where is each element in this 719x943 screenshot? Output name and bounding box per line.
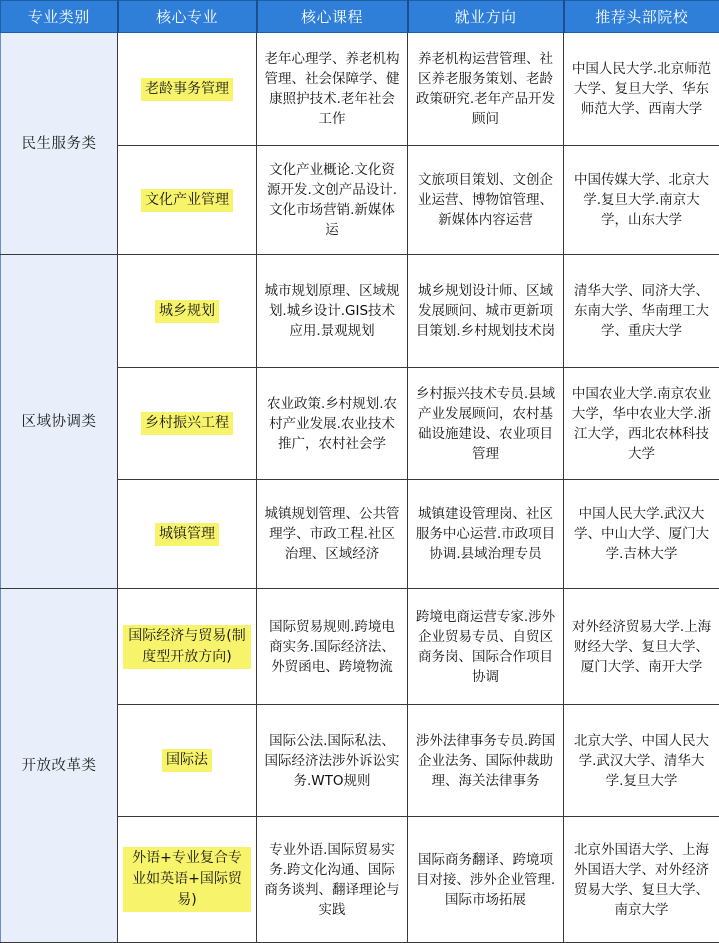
courses-cell: 城镇规划管理、公共管理学、市政工程.社区治理、区域经济 bbox=[257, 480, 408, 589]
schools-cell: 中国农业大学.南京农业大学，华中农业大学.浙江大学，西北农林科技大学 bbox=[564, 368, 719, 480]
major-name: 乡村振兴工程 bbox=[141, 412, 233, 435]
category-cell: 开放改革类 bbox=[1, 589, 118, 943]
courses-cell: 专业外语.国际贸易实务.跨文化沟通、国际商务谈判、翻译理论与实践 bbox=[257, 817, 408, 943]
courses-cell: 老年心理学、养老机构管理、社会保障学、健康照护技术.老年社会工作 bbox=[257, 33, 408, 146]
major-name: 国际经济与贸易(制度型开放方向) bbox=[123, 625, 251, 669]
major-name: 城镇管理 bbox=[155, 523, 219, 546]
courses-cell: 农业政策.乡村规划.农村产业发展.农业技术推广，农村社会学 bbox=[257, 368, 408, 480]
courses-cell: 国际公法.国际私法、国际经济法涉外诉讼实务.WTO规则 bbox=[257, 705, 408, 817]
table-row bbox=[1, 255, 719, 368]
major-cell bbox=[118, 146, 257, 255]
major-name: 老龄事务管理 bbox=[141, 78, 233, 101]
courses-cell: 国际贸易规则.跨境电商实务.国际经济法、外贸函电、跨境物流 bbox=[257, 589, 408, 705]
careers-cell: 跨境电商运营专家.涉外企业贸易专员、自贸区商务岗、国际合作项目协调 bbox=[408, 589, 564, 705]
schools-cell: 中国传媒大学、北京大学.复旦大学.南京大学，山东大学 bbox=[564, 146, 719, 255]
header-core-courses: 核心课程 bbox=[257, 1, 408, 33]
careers-cell: 养老机构运营管理、社区养老服务策划、老龄政策研究.老年产品开发顾问 bbox=[408, 33, 564, 146]
schools-cell: 中国人民大学.武汉大学、中山大学、厦门大学.吉林大学 bbox=[564, 480, 719, 589]
major-cell bbox=[118, 33, 257, 146]
major-name: 城乡规划 bbox=[155, 300, 219, 323]
major-name: 国际法 bbox=[162, 749, 212, 772]
major-cell bbox=[118, 368, 257, 480]
major-cell bbox=[118, 480, 257, 589]
category-cell: 区域协调类 bbox=[1, 255, 118, 589]
careers-cell: 乡村振兴技术专员.县域产业发展顾问，农村基础设施建设、农业项目管理 bbox=[408, 368, 564, 480]
major-name: 外语+专业复合专业如英语+国际贸易) bbox=[123, 847, 251, 912]
header-career-direction: 就业方向 bbox=[408, 1, 564, 33]
table-row bbox=[1, 589, 719, 705]
table-row bbox=[1, 33, 719, 146]
header-recommended-schools: 推荐头部院校 bbox=[564, 1, 719, 33]
header-category: 专业类别 bbox=[1, 1, 118, 33]
major-cell bbox=[118, 817, 257, 943]
major-name: 文化产业管理 bbox=[141, 189, 233, 212]
schools-cell: 清华大学、同济大学、东南大学、华南理工大学、重庆大学 bbox=[564, 255, 719, 368]
major-cell bbox=[118, 589, 257, 705]
careers-cell: 涉外法律事务专员.跨国企业法务、国际仲裁助理、海关法律事务 bbox=[408, 705, 564, 817]
header-core-major: 核心专业 bbox=[118, 1, 257, 33]
courses-cell: 城市规划原理、区域规划.城乡设计.GIS技术应用.景观规划 bbox=[257, 255, 408, 368]
careers-cell: 城乡规划设计师、区域发展顾问、城市更新项目策划.乡村规划技术岗 bbox=[408, 255, 564, 368]
schools-cell: 北京外国语大学、上海外国语大学、对外经济贸易大学、复旦大学、南京大学 bbox=[564, 817, 719, 943]
schools-cell: 对外经济贸易大学.上海财经大学、复旦大学、厦门大学、南开大学 bbox=[564, 589, 719, 705]
header-row bbox=[1, 1, 719, 33]
schools-cell: 中国人民大学.北京师范大学、复旦大学、华东师范大学、西南大学 bbox=[564, 33, 719, 146]
category-cell: 民生服务类 bbox=[1, 33, 118, 255]
major-cell bbox=[118, 255, 257, 368]
careers-cell: 文旅项目策划、文创企业运营、博物馆管理、新媒体内容运营 bbox=[408, 146, 564, 255]
major-cell bbox=[118, 705, 257, 817]
careers-cell: 城镇建设管理岗、社区服务中心运营.市政项目协调.县域治理专员 bbox=[408, 480, 564, 589]
courses-cell: 文化产业概论.文化资源开发.文创产品设计.文化市场营销.新媒体运 bbox=[257, 146, 408, 255]
schools-cell: 北京大学、中国人民大学.武汉大学、清华大学.复旦大学 bbox=[564, 705, 719, 817]
careers-cell: 国际商务翻译、跨境项目对接、涉外企业管理.国际市场拓展 bbox=[408, 817, 564, 943]
